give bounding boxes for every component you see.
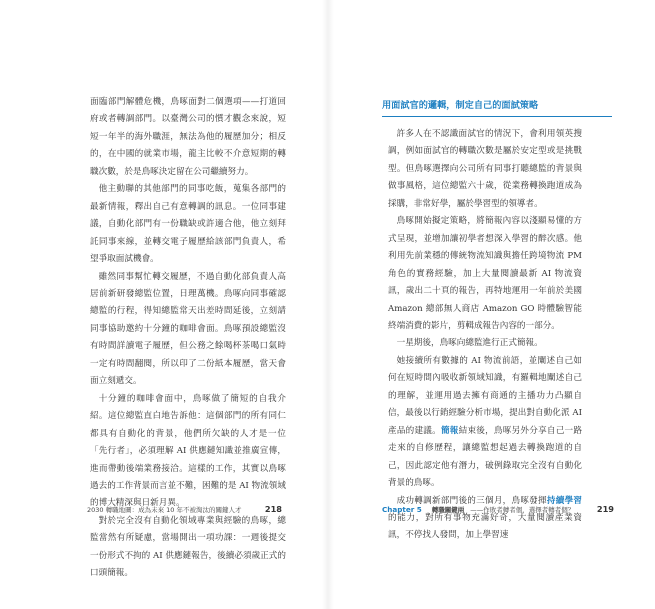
paragraph bbox=[388, 126, 582, 213]
left-footer bbox=[87, 504, 282, 514]
paragraph: 對於完全沒有自動化領域專業與經驗的鳥啄，總監當然有所疑慮，當場開出一項功課：一週後提交一份形式不拘的 AI 供應鏈報告，後續必須歲正式的口頭簡報。 bbox=[90, 515, 286, 579]
page-number: 219 bbox=[596, 504, 614, 514]
part-title: 轉職關鍵兩 bbox=[431, 506, 465, 514]
right-footer bbox=[382, 504, 614, 514]
chapter-subtitle: ——作敗者轉者個，選擇者轉者個？ bbox=[470, 506, 575, 514]
right-body-text bbox=[388, 126, 582, 545]
paragraph-text: 結束後，鳥啄另外分享自己一路走來的自修歷程，讓總監想起過去轉換跑道的自己，因此認定他有潛力，破例錄取完全沒有自動化背景的鳥啄。 bbox=[388, 425, 582, 489]
section-heading: 用面試官的邏輯，制定自己的面試策略 bbox=[382, 97, 612, 117]
right-page bbox=[328, 0, 655, 609]
paragraph-text: 她接續所有數據的 AI 物流前語，並闡述自己如何在短時間內吸收新領域知識，有羅輯地闡述自己的理解，並運用過去擁有商通的主播功力凸顯自信，最後以行銷經驗分析市場，提出對自動化派 AI 產品的建議。 bbox=[388, 355, 582, 436]
paragraph-text: 鳥啄開始擬定策略，將簡報內容以淺顯易懂的方式呈現，並增加讓初學者想深入學習的醉次感。他利用先前業穩的傳統物流知識與擔任跨境物流 PM 角色的實務經驗，加上大量閱讀最新 AI 物流資訊，歲出二十頁的報告，再特地運用一年前於美國 Amazon 總部無人商店 Amazon GO 時體驗智能終端消費的影片，剪輯成報告內容的一部分。 bbox=[388, 216, 582, 331]
paragraph bbox=[388, 493, 582, 545]
chapter-label: Chapter 5 bbox=[382, 505, 422, 514]
paragraph: 十分鐘的咖啡會面中，鳥啄做了簡短的自我介紹。這位總監直白地告訴他：這個部門的所有同仁都具有自動化的背景，他們所欠缺的人才是一位「先行者」，必須理解 AI 供應鏈知識並推廣宣傳，進而帶動後端業務接洽。這樣的工作，其實以鳥啄過去的工作背景而言並不難，困難的是 AI 物流領域的博大精深與日新月異。 bbox=[90, 393, 286, 509]
paragraph bbox=[388, 335, 582, 352]
highlighted-term: 持續學習 bbox=[546, 495, 582, 506]
paragraph bbox=[388, 353, 582, 493]
page-number: 218 bbox=[264, 504, 282, 514]
paragraph-text: 成功轉調新部門後的三個月，鳥啄發揮 bbox=[396, 495, 547, 506]
paragraph bbox=[388, 213, 582, 335]
paragraph-text: 的能力，對所有事物充滿好奇，大量閱讀產業資訊，不停找人發問，加上學習速 bbox=[388, 512, 582, 541]
paragraph: 他主動聯的其他部門的同事吃飯，蒐集各部門的最新情報，釋出自己有意轉調的訊息。一位同事建議，自動化部門有一份職缺或許適合他，他立刻拜託同事來線，並轉交電子履歷給該部門負責人，希望爭取面試機會。 bbox=[90, 184, 286, 265]
paragraph-text: 一星期後，鳥啄向總監進行正式簡報。 bbox=[396, 338, 543, 349]
left-page bbox=[0, 0, 327, 609]
paragraph: 面臨部門解體危機，鳥啄面對二個選項——打道回府或者轉調部門。以臺灣公司的慣才觀念來說，短短一年半的海外職涯，無法為他的履歷加分；相反的，在中國的就業市場，龍主比較不介意短期的轉職次數，於是鳥啄決定留在公司繼續努力。 bbox=[90, 97, 286, 177]
paragraph-text: 許多人在不認識面試官的情況下，會利用領英搜調，例如面試官的轉職次數是屬於安定型或是挑戰型。但鳥啄選擇向公司所有同事打聽總監的背景與做事風格，這位總監六十歲，從業務轉換跑道成為採購，非常好學，屬於學習型的領導者。 bbox=[388, 129, 582, 209]
paragraph: 雖然同事幫忙轉交履歷，不過自動化部負責人高居前新研發總監位置，日理萬機。鳥啄向同事確認總監的行程，得知總監常天出差時間延後，立刻請同事協助邀約十分鐘的咖啡會面。鳥啄預設總監沒有時間詳讀電子履歷，但公務之餘喝杯茶喝口氣時一定有時間翻閱，所以印了二份紙本履歷，當天會面立刻遞交。 bbox=[90, 271, 286, 387]
highlighted-term: 簡報 bbox=[440, 425, 459, 436]
book-title: 2030 轉職地圖：成為未來 10 年不被淘汰的關鍵人才 bbox=[87, 506, 242, 514]
